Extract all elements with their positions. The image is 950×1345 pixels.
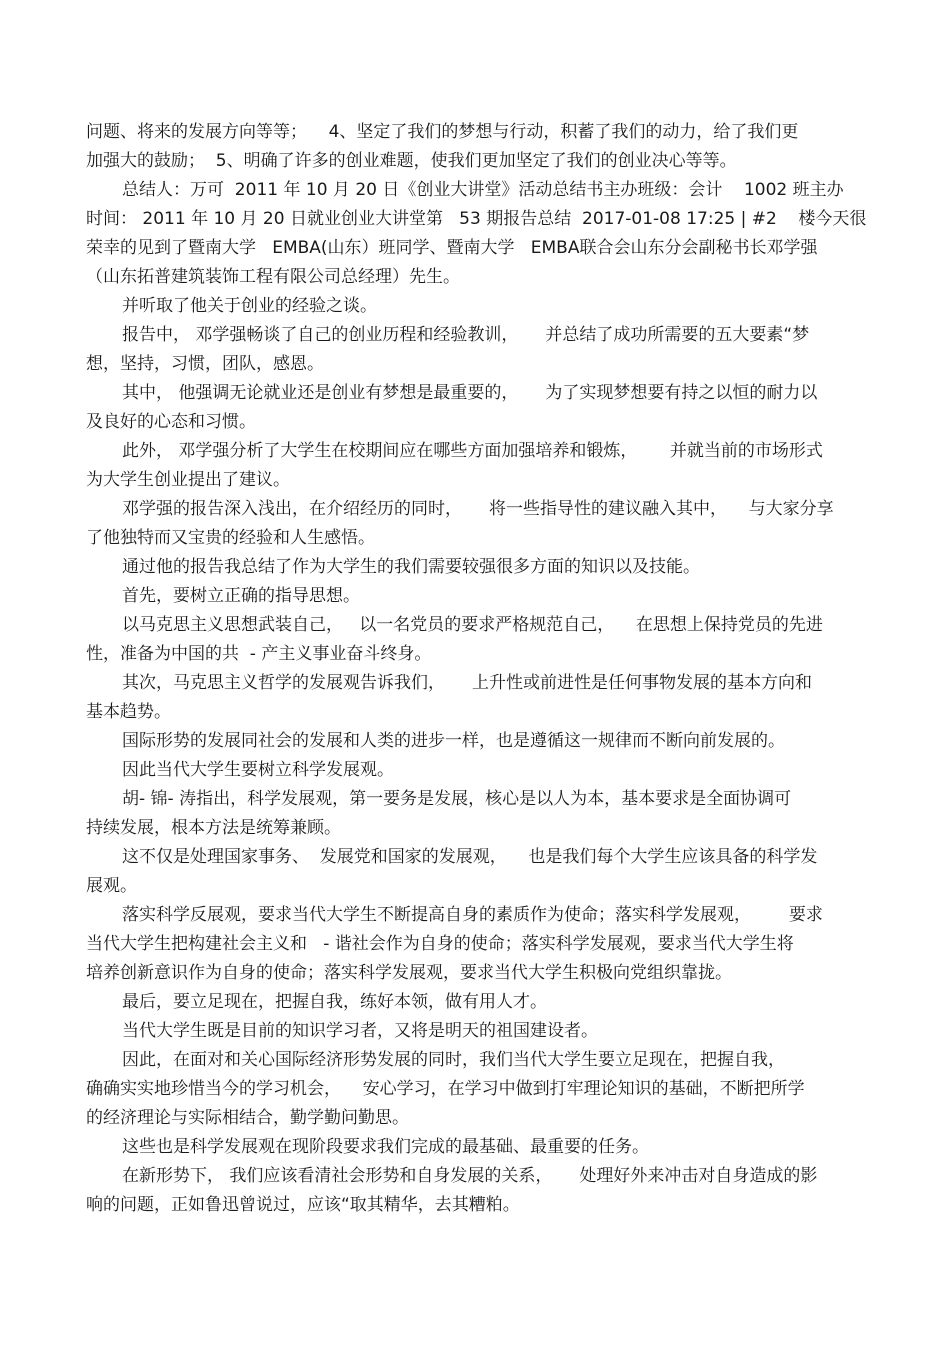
text-line: 持续发展，根本方法是统筹兼顾。 [86, 818, 341, 838]
text-line: 为大学生创业提出了建议。 [86, 470, 290, 490]
text-line: 此外， 邓学强分析了大学生在校期间应在哪些方面加强培养和锻炼， 并就当前的市场形式 [122, 441, 823, 461]
text-line: 总结人：万可 2011 年 10 月 20 日《创业大讲堂》活动总结书主办班级：会计 1002 班主办 [122, 180, 844, 200]
text-line: 当代大学生把构建社会主义和 - 谐社会作为自身的使命；落实科学发展观，要求当代大学生将 [86, 934, 794, 954]
text-line: 邓学强的报告深入浅出，在介绍经历的同时， 将一些指导性的建议融入其中， 与大家分享 [122, 499, 834, 519]
text-line: 基本趋势。 [86, 702, 171, 722]
text-line: 其次，马克思主义哲学的发展观告诉我们， 上升性或前进性是任何事物发展的基本方向和 [122, 673, 813, 693]
text-line: 以马克思主义思想武装自己， 以一名党员的要求严格规范自己， 在思想上保持党员的先进 [122, 615, 823, 635]
text-line: 因此，在面对和关心国际经济形势发展的同时，我们当代大学生要立足现在，把握自我， [122, 1050, 785, 1070]
text-line: 并听取了他关于创业的经验之谈。 [122, 296, 377, 316]
text-line: 培养创新意识作为自身的使命；落实科学发展观，要求当代大学生积极向党组织靠拢。 [86, 963, 732, 983]
text-line: 落实科学反展观，要求当代大学生不断提高自身的素质作为使命；落实科学发展观， 要求 [122, 905, 823, 925]
text-line: 了他独特而又宝贵的经验和人生感悟。 [86, 528, 375, 548]
text-line: 及良好的心态和习惯。 [86, 412, 256, 432]
text-line: 展观。 [86, 876, 137, 896]
text-line: 问题、将来的发展方向等等； 4、坚定了我们的梦想与行动，积蓄了我们的动力，给了我们更 [86, 122, 799, 142]
text-line: 的经济理论与实际相结合，勤学勤问勤思。 [86, 1108, 409, 1128]
text-line: 首先，要树立正确的指导思想。 [122, 586, 360, 606]
text-line: 通过他的报告我总结了作为大学生的我们需要较强很多方面的知识以及技能。 [122, 557, 700, 577]
text-line: 在新形势下， 我们应该看清社会形势和自身发展的关系， 处理好外来冲击对自身造成的影 [122, 1166, 818, 1186]
text-line: 因此当代大学生要树立科学发展观。 [122, 760, 394, 780]
text-line: 其中， 他强调无论就业还是创业有梦想是最重要的， 为了实现梦想要有持之以恒的耐力以 [122, 383, 818, 403]
text-line: （山东拓普建筑装饰工程有限公司总经理）先生。 [86, 267, 460, 287]
text-line: 确确实实地珍惜当今的学习机会， 安心学习，在学习中做到打牢理论知识的基础，不断把所学 [86, 1079, 805, 1099]
text-line: 性，准备为中国的共 - 产主义事业奋斗终身。 [86, 644, 432, 664]
text-line: 最后，要立足现在，把握自我，练好本领，做有用人才。 [122, 992, 547, 1012]
text-line: 报告中， 邓学强畅谈了自己的创业历程和经验教训， 并总结了成功所需要的五大要素“梦 [122, 325, 810, 345]
text-line: 想，坚持，习惯，团队，感恩。 [86, 354, 324, 374]
text-line: 国际形势的发展同社会的发展和人类的进步一样，也是遵循这一规律而不断向前发展的。 [122, 731, 785, 751]
text-line: 加强大的鼓励； 5、明确了许多的创业难题，使我们更加坚定了我们的创业决心等等。 [86, 151, 737, 171]
text-line: 胡- 锦- 涛指出，科学发展观，第一要务是发展，核心是以人为本，基本要求是全面协调可 [122, 789, 792, 809]
text-line: 这些也是科学发展观在现阶段要求我们完成的最基础、最重要的任务。 [122, 1137, 649, 1157]
text-line: 时间： 2011 年 10 月 20 日就业创业大讲堂第 53 期报告总结 2017-01-08 17:25 | #2 楼今天很 [86, 209, 867, 229]
text-line: 当代大学生既是目前的知识学习者，又将是明天的祖国建设者。 [122, 1021, 598, 1041]
text-line: 这不仅是处理国家事务、 发展党和国家的发展观， 也是我们每个大学生应该具备的科学发 [122, 847, 818, 867]
text-line: 响的问题，正如鲁迅曾说过，应该“取其精华，去其糟粕。 [86, 1195, 520, 1215]
text-line: 荣幸的见到了暨南大学 EMBA(山东）班同学、暨南大学 EMBA联合会山东分会副秘书长邓学强 [86, 238, 818, 258]
